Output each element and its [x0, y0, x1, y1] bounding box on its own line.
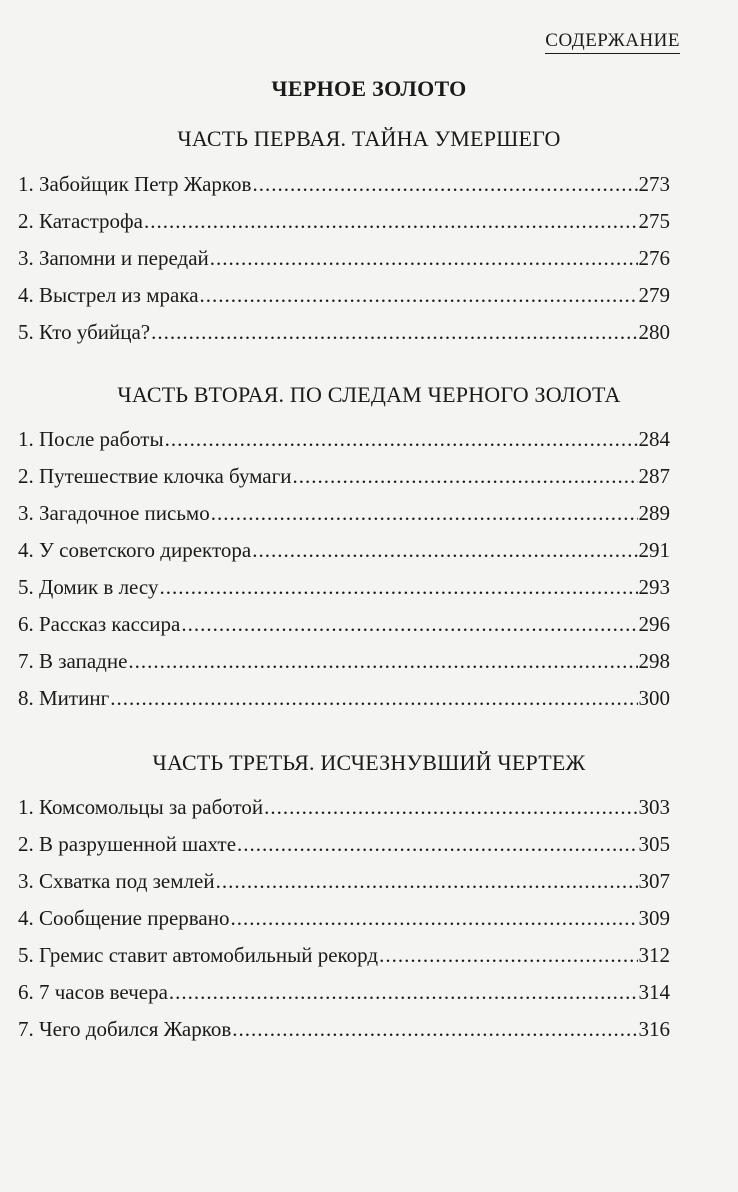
toc-entry	[18, 869, 670, 906]
toc-entry	[18, 283, 670, 320]
chapter-title: 5. Кто убийца?	[18, 320, 151, 344]
chapter-title: 3. Схватка под землей	[18, 869, 215, 893]
toc-entry	[18, 427, 670, 464]
page-number: 280	[638, 320, 670, 344]
toc-part-1	[18, 172, 670, 357]
page-number: 298	[638, 649, 670, 673]
dot-leader	[232, 1017, 637, 1042]
dot-leader	[165, 427, 638, 452]
toc-entry	[18, 209, 670, 246]
chapter-title: 5. Гремис ставит автомобильный рекорд	[18, 943, 379, 967]
dot-leader	[210, 246, 638, 271]
chapter-title: 4. Выстрел из мрака	[18, 283, 199, 307]
dot-leader	[128, 649, 637, 674]
toc-entry	[18, 172, 670, 209]
toc-entry	[18, 320, 670, 357]
dot-leader	[252, 172, 637, 197]
chapter-title: 2. В разрушенной шахте	[18, 832, 237, 856]
chapter-title: 2. Катастрофа	[18, 209, 143, 233]
toc-entry	[18, 612, 670, 649]
toc-entry	[18, 943, 670, 980]
chapter-title: 4. У советского директора	[18, 538, 252, 562]
page-number: 314	[638, 980, 670, 1004]
page-number: 279	[638, 283, 670, 307]
page-number: 303	[638, 795, 670, 819]
dot-leader	[379, 943, 637, 968]
page-number: 305	[638, 832, 670, 856]
page-number: 287	[638, 464, 670, 488]
toc-entry	[18, 246, 670, 283]
page-number: 300	[638, 686, 670, 710]
chapter-title: 6. 7 часов вечера	[18, 980, 168, 1004]
chapter-title: 4. Сообщение прервано	[18, 906, 230, 930]
chapter-title: 5. Домик в лесу	[18, 575, 159, 599]
toc-entry	[18, 649, 670, 686]
dot-leader	[169, 980, 638, 1005]
dot-leader	[151, 320, 637, 345]
part-title-2: ЧАСТЬ ВТОРАЯ. ПО СЛЕДАМ ЧЕРНОГО ЗОЛОТА	[117, 382, 621, 407]
chapter-title: 3. Загадочное письмо	[18, 501, 210, 525]
dot-leader	[211, 501, 638, 526]
page-number: 296	[638, 612, 670, 636]
toc-entry	[18, 795, 670, 832]
chapter-title: 1. Забойщик Петр Жарков	[18, 172, 252, 196]
toc-entry	[18, 1017, 670, 1054]
dot-leader	[292, 464, 637, 489]
chapter-title: 7. В западне	[18, 649, 128, 673]
dot-leader	[200, 283, 638, 308]
page-number: 307	[638, 869, 670, 893]
toc-entry	[18, 464, 670, 501]
toc-entry	[18, 501, 670, 538]
dot-leader	[264, 795, 637, 820]
toc-part-2	[18, 427, 670, 723]
toc-entry	[18, 538, 670, 575]
toc-entry	[18, 686, 670, 723]
page-number: 275	[638, 209, 670, 233]
chapter-title: 1. После работы	[18, 427, 164, 451]
chapter-title: 3. Запомни и передай	[18, 246, 209, 270]
toc-entry	[18, 980, 670, 1017]
dot-leader	[110, 686, 637, 711]
dot-leader	[216, 869, 638, 894]
dot-leader	[252, 538, 637, 563]
chapter-title: 2. Путешествие клочка бумаги	[18, 464, 292, 488]
dot-leader	[231, 906, 638, 931]
page-number: 312	[638, 943, 670, 967]
toc-entry	[18, 832, 670, 869]
page-number: 284	[638, 427, 670, 451]
page-number: 291	[638, 538, 670, 562]
dot-leader	[144, 209, 638, 234]
toc-entry	[18, 906, 670, 943]
running-head: СОДЕРЖАНИЕ	[545, 30, 680, 54]
chapter-title: 6. Рассказ кассира	[18, 612, 181, 636]
chapter-title: 1. Комсомольцы за работой	[18, 795, 264, 819]
part-title-1: ЧАСТЬ ПЕРВАЯ. ТАЙНА УМЕРШЕГО	[177, 126, 561, 151]
part-title-3: ЧАСТЬ ТРЕТЬЯ. ИСЧЕЗНУВШИЙ ЧЕРТЕЖ	[152, 750, 586, 775]
dot-leader	[237, 832, 637, 857]
page-number: 309	[638, 906, 670, 930]
page-number: 276	[638, 246, 670, 270]
chapter-title: 8. Митинг	[18, 686, 110, 710]
dot-leader	[159, 575, 637, 600]
book-title: ЧЕРНОЕ ЗОЛОТО	[271, 76, 467, 101]
chapter-title: 7. Чего добился Жарков	[18, 1017, 232, 1041]
toc-part-3	[18, 795, 670, 1054]
page-number: 293	[638, 575, 670, 599]
page-number: 289	[638, 501, 670, 525]
toc-entry	[18, 575, 670, 612]
page-number: 316	[638, 1017, 670, 1041]
page-number: 273	[638, 172, 670, 196]
dot-leader	[181, 612, 637, 637]
